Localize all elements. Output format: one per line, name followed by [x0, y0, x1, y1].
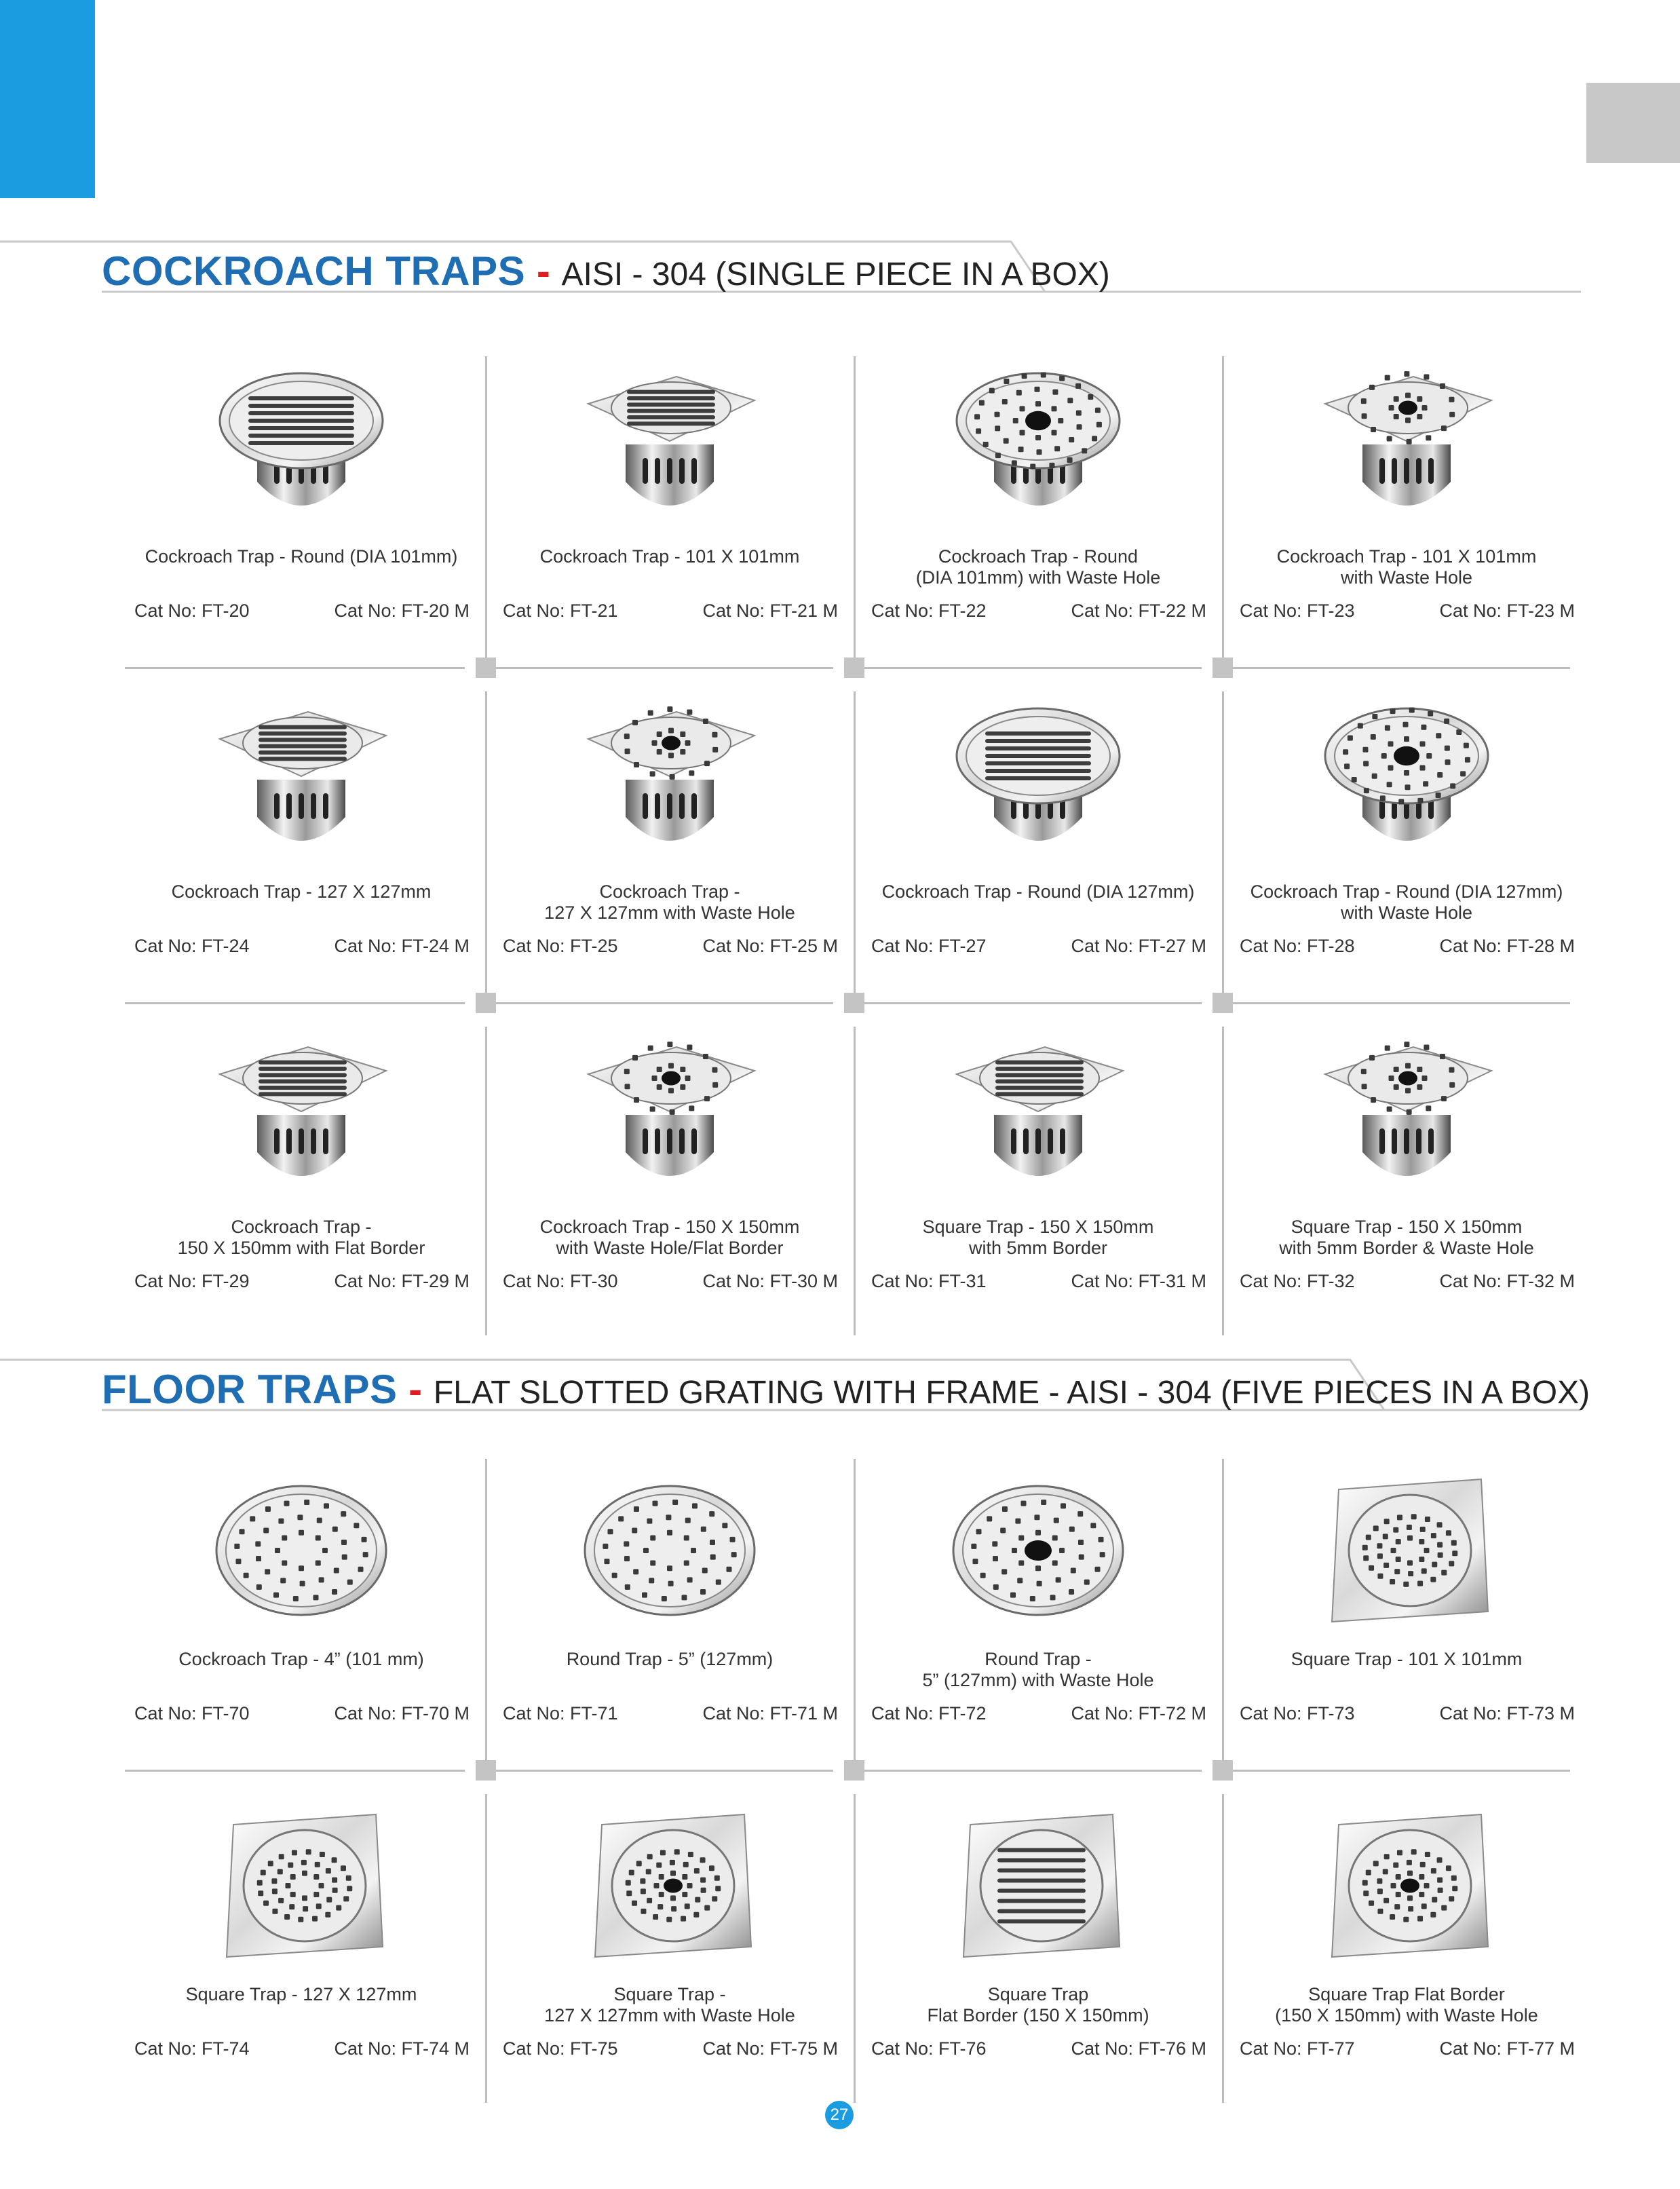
- divider-square: [844, 658, 864, 678]
- catalog-number-m: Cat No: FT-77 M: [1439, 2038, 1575, 2059]
- product-card[interactable]: [859, 1013, 1217, 1332]
- square-slotted-trap-icon: [491, 363, 849, 533]
- page-number: 27: [825, 2101, 854, 2129]
- catalog-number: Cat No: FT-27: [871, 936, 987, 956]
- column-divider: [1222, 1794, 1224, 2103]
- catalog-number-m: Cat No: FT-22 M: [1071, 601, 1206, 621]
- product-name: Cockroach Trap - 150 X 150mm with Waste Hole/Flat Border: [539, 1217, 800, 1258]
- section-header: [0, 237, 1581, 319]
- column-divider: [485, 1459, 487, 1768]
- row-divider: [1230, 667, 1570, 669]
- catalog-number-m: Cat No: FT-73 M: [1439, 1703, 1575, 1724]
- row-divider: [862, 1770, 1202, 1772]
- catalog-number-m: Cat No: FT-70 M: [334, 1703, 470, 1724]
- product-card[interactable]: [491, 678, 849, 997]
- column-divider: [485, 356, 487, 665]
- product-card[interactable]: [1227, 678, 1586, 997]
- catalog-number: Cat No: FT-76: [871, 2038, 987, 2059]
- row-divider: [1230, 1770, 1570, 1772]
- divider-square: [476, 993, 496, 1013]
- product-grid: [122, 343, 1575, 1348]
- catalog-number: Cat No: FT-25: [503, 936, 618, 956]
- product-name: Square Trap Flat Border (150 X 150mm): [927, 1984, 1149, 2025]
- row-divider: [493, 667, 833, 669]
- product-name: Cockroach Trap - Round (DIA 101mm) with Waste Hole: [915, 546, 1161, 588]
- blue-corner-tab: [0, 0, 95, 198]
- product-card[interactable]: [1227, 343, 1586, 662]
- divider-square: [844, 1760, 864, 1781]
- row-divider: [125, 1770, 465, 1772]
- product-card[interactable]: [122, 678, 480, 997]
- round-grating-icon: [491, 1466, 849, 1635]
- product-card[interactable]: [859, 678, 1217, 997]
- catalog-number: Cat No: FT-22: [871, 601, 987, 621]
- section-header: [0, 1356, 1590, 1437]
- product-name: Round Trap - 5” (127mm): [566, 1649, 774, 1669]
- column-divider: [1222, 1027, 1224, 1335]
- catalog-number: Cat No: FT-32: [1240, 1271, 1355, 1291]
- divider-square: [1213, 993, 1233, 1013]
- round-grating-icon: [122, 1466, 480, 1635]
- catalog-number: Cat No: FT-24: [134, 936, 250, 956]
- product-name: Square Trap - 127 X 127mm with Waste Hole: [544, 1984, 795, 2025]
- product-grid: [122, 1445, 1575, 2116]
- row-divider: [125, 667, 465, 669]
- catalog-number: Cat No: FT-31: [871, 1271, 987, 1291]
- product-name: Cockroach Trap - Round (DIA 127mm) with Waste Hole: [1250, 881, 1563, 923]
- row-divider: [1230, 1002, 1570, 1004]
- square-holed-trap-icon: [491, 698, 849, 868]
- catalog-number: Cat No: FT-74: [134, 2038, 250, 2059]
- product-card[interactable]: [122, 1445, 480, 1764]
- catalog-number-m: Cat No: FT-72 M: [1071, 1703, 1206, 1724]
- catalog-number-m: Cat No: FT-31 M: [1071, 1271, 1206, 1291]
- catalog-number: Cat No: FT-77: [1240, 2038, 1355, 2059]
- catalog-number-m: Cat No: FT-30 M: [702, 1271, 838, 1291]
- column-divider: [854, 691, 856, 1000]
- row-divider: [862, 1002, 1202, 1004]
- column-divider: [1222, 1459, 1224, 1768]
- divider-square: [1213, 658, 1233, 678]
- square-slotted-trap-icon: [122, 1033, 480, 1203]
- row-divider: [493, 1002, 833, 1004]
- product-name: Cockroach Trap - 127 X 127mm with Waste Hole: [544, 881, 795, 923]
- product-name: Square Trap - 150 X 150mm with 5mm Border: [922, 1217, 1154, 1258]
- round-holed-trap-icon: [1227, 698, 1586, 868]
- product-name: Cockroach Trap - 150 X 150mm with Flat Border: [177, 1217, 425, 1258]
- round-holed-grating-icon: [859, 1466, 1217, 1635]
- column-divider: [854, 1459, 856, 1768]
- product-name: Round Trap - 5” (127mm) with Waste Hole: [922, 1649, 1154, 1690]
- product-card[interactable]: [859, 343, 1217, 662]
- product-card[interactable]: [859, 1781, 1217, 2099]
- square-grating-icon: [122, 1801, 480, 1971]
- product-card[interactable]: [122, 1013, 480, 1332]
- round-slotted-trap-icon: [122, 363, 480, 533]
- product-name: Square Trap - 127 X 127mm: [185, 1984, 417, 2004]
- product-name: Cockroach Trap - 101 X 101mm with Waste Hole: [1276, 546, 1537, 588]
- square-holed-grating-icon: [491, 1801, 849, 1971]
- square-holed-grating-icon: [1227, 1801, 1586, 1971]
- catalog-number: Cat No: FT-23: [1240, 601, 1355, 621]
- catalog-number: Cat No: FT-72: [871, 1703, 987, 1724]
- product-card[interactable]: [1227, 1013, 1586, 1332]
- square-holed-trap-icon: [1227, 1033, 1586, 1203]
- catalog-number: Cat No: FT-28: [1240, 936, 1355, 956]
- column-divider: [485, 1794, 487, 2103]
- catalog-number-m: Cat No: FT-76 M: [1071, 2038, 1206, 2059]
- catalog-number-m: Cat No: FT-24 M: [334, 936, 470, 956]
- product-card[interactable]: [491, 1013, 849, 1332]
- section-title: [102, 248, 1110, 294]
- column-divider: [1222, 356, 1224, 665]
- divider-square: [1213, 1760, 1233, 1781]
- catalog-number-m: Cat No: FT-71 M: [702, 1703, 838, 1724]
- catalog-number: Cat No: FT-75: [503, 2038, 618, 2059]
- square-slotted-grating-icon: [859, 1801, 1217, 1971]
- row-divider: [493, 1770, 833, 1772]
- section-title-subtitle: AISI - 304 (SINGLE PIECE IN A BOX): [561, 256, 1110, 292]
- product-card[interactable]: [491, 1445, 849, 1764]
- product-card[interactable]: [1227, 1781, 1586, 2099]
- square-holed-trap-icon: [1227, 363, 1586, 533]
- catalog-number-m: Cat No: FT-23 M: [1439, 601, 1575, 621]
- square-grating-icon: [1227, 1466, 1586, 1635]
- product-name: Cockroach Trap - 4” (101 mm): [178, 1649, 424, 1669]
- catalog-number-m: Cat No: FT-75 M: [702, 2038, 838, 2059]
- column-divider: [1222, 691, 1224, 1000]
- catalog-number-m: Cat No: FT-21 M: [702, 601, 838, 621]
- section-title-main: FLOOR TRAPS: [102, 1367, 398, 1412]
- column-divider: [854, 1027, 856, 1335]
- square-slotted-trap-icon: [859, 1033, 1217, 1203]
- product-card[interactable]: [122, 343, 480, 662]
- product-name: Square Trap Flat Border (150 X 150mm) with Waste Hole: [1275, 1984, 1538, 2025]
- divider-square: [476, 1760, 496, 1781]
- catalog-number-m: Cat No: FT-29 M: [334, 1271, 470, 1291]
- product-name: Cockroach Trap - Round (DIA 127mm): [881, 881, 1195, 902]
- catalog-number: Cat No: FT-30: [503, 1271, 618, 1291]
- product-name: Cockroach Trap - 101 X 101mm: [539, 546, 800, 567]
- divider-square: [476, 658, 496, 678]
- catalog-number-m: Cat No: FT-20 M: [334, 601, 470, 621]
- square-holed-trap-icon: [491, 1033, 849, 1203]
- divider-square: [844, 993, 864, 1013]
- product-card[interactable]: [491, 1781, 849, 2099]
- row-divider: [862, 667, 1202, 669]
- section-title-dash: -: [397, 1367, 434, 1412]
- round-slotted-trap-icon: [859, 698, 1217, 868]
- catalog-number: Cat No: FT-21: [503, 601, 618, 621]
- catalog-number-m: Cat No: FT-28 M: [1439, 936, 1575, 956]
- catalog-number: Cat No: FT-71: [503, 1703, 618, 1724]
- column-divider: [854, 1794, 856, 2103]
- catalog-number: Cat No: FT-73: [1240, 1703, 1355, 1724]
- round-holed-trap-icon: [859, 363, 1217, 533]
- product-name: Cockroach Trap - 127 X 127mm: [171, 881, 432, 902]
- product-card[interactable]: [122, 1781, 480, 2099]
- catalog-number: Cat No: FT-70: [134, 1703, 250, 1724]
- grey-edge-tab: [1586, 83, 1680, 163]
- catalog-number-m: Cat No: FT-25 M: [702, 936, 838, 956]
- catalog-number-m: Cat No: FT-74 M: [334, 2038, 470, 2059]
- product-name: Square Trap - 101 X 101mm: [1291, 1649, 1523, 1669]
- column-divider: [485, 691, 487, 1000]
- square-slotted-trap-icon: [122, 698, 480, 868]
- catalog-number: Cat No: FT-20: [134, 601, 250, 621]
- catalog-number: Cat No: FT-29: [134, 1271, 250, 1291]
- product-name: Square Trap - 150 X 150mm with 5mm Border & Waste Hole: [1279, 1217, 1534, 1258]
- product-card[interactable]: [859, 1445, 1217, 1764]
- section-title-main: COCKROACH TRAPS: [102, 248, 526, 294]
- column-divider: [854, 356, 856, 665]
- product-name: Cockroach Trap - Round (DIA 101mm): [145, 546, 458, 567]
- product-card[interactable]: [1227, 1445, 1586, 1764]
- section-title-subtitle: FLAT SLOTTED GRATING WITH FRAME - AISI - 304 (FIVE PIECES IN A BOX): [433, 1375, 1590, 1411]
- section-title: [102, 1369, 1590, 1410]
- product-card[interactable]: [491, 343, 849, 662]
- column-divider: [485, 1027, 487, 1335]
- row-divider: [125, 1002, 465, 1004]
- catalog-number-m: Cat No: FT-32 M: [1439, 1271, 1575, 1291]
- catalog-number-m: Cat No: FT-27 M: [1071, 936, 1206, 956]
- section-title-dash: -: [525, 248, 562, 294]
